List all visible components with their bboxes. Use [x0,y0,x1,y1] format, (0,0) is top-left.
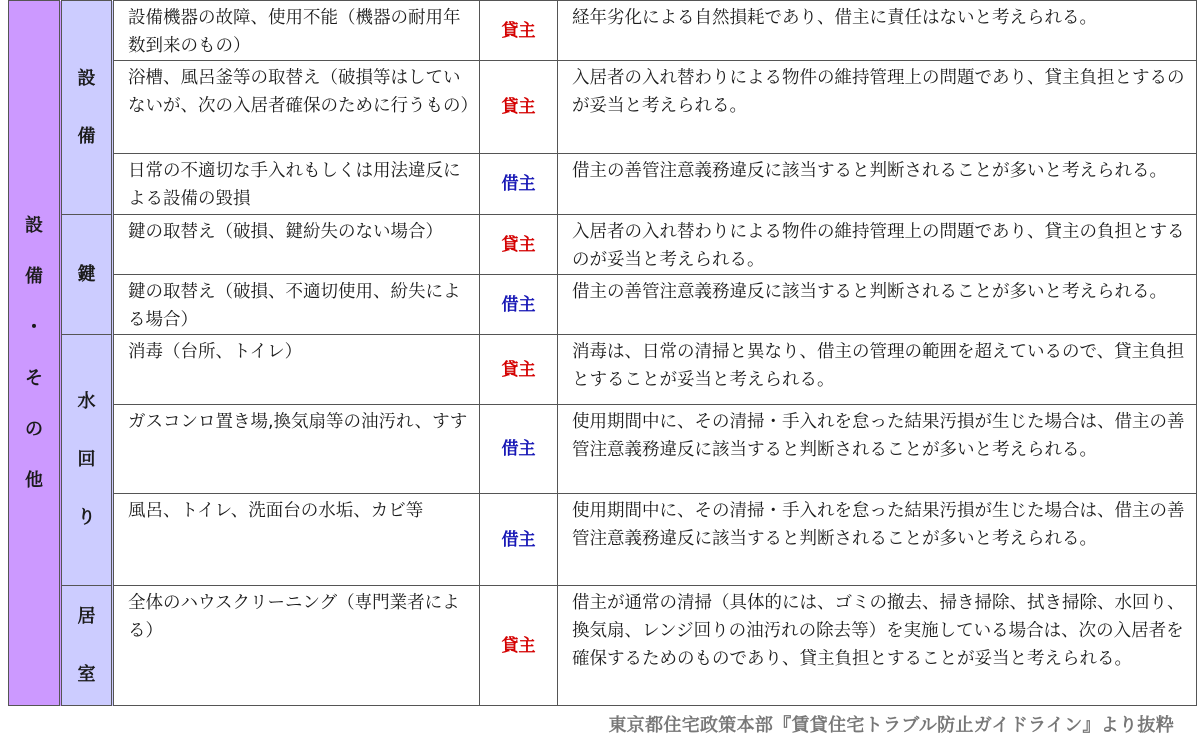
table-row [9,275,1197,335]
reason-cell: 借主が通常の清掃（具体的には、ゴミの撤去、掃き掃除、拭き掃除、水回り、換気扇、レンジ回りの油汚れの除去等）を実施している場合は、次の入居者を確保するためのものであり、貸主負担とすることが妥当と考えられる。 [558,586,1197,706]
reason-cell: 借主の善管注意義務違反に該当すると判断されることが多いと考えられる。 [558,275,1197,335]
reason-cell: 入居者の入れ替わりによる物件の維持管理上の問題であり、貸主の負担とするのが妥当と考えられる。 [558,215,1197,275]
subcategory-cell-room [61,586,113,706]
subcategory-cell-key [61,215,113,335]
bearer-cell: 借主 [480,275,558,335]
guideline-table-container [8,0,1196,703]
bearer-cell: 借主 [480,405,558,494]
item-cell: 消毒（台所、トイレ） [113,335,480,405]
category-label: 設 備 ・ そ の 他 [25,215,43,491]
bearer-cell: 貸主 [480,1,558,61]
item-cell: 全体のハウスクリーニング（専門業者による） [113,586,480,706]
source-note: 東京都住宅政策本部『賃貸住宅トラブル防止ガイドライン』より抜粋 [608,715,1174,736]
cost-burden-table [8,0,1197,706]
item-cell: 風呂、トイレ、洗面台の水垢、カビ等 [113,494,480,586]
table-row [9,1,1197,61]
table-row [9,215,1197,275]
item-cell: 日常の不適切な手入れもしくは用法違反による設備の毀損 [113,154,480,215]
table-row [9,586,1197,706]
bearer-cell: 借主 [480,154,558,215]
item-cell: 鍵の取替え（破損、不適切使用、紛失による場合） [113,275,480,335]
item-cell: ガスコンロ置き場,換気扇等の油汚れ、すす [113,405,480,494]
table-row [9,405,1197,494]
subcategory-label: 水 回 り [77,391,96,528]
subcategory-label: 居 室 [77,605,96,685]
subcategory-label: 鍵 [77,263,96,285]
reason-cell: 借主の善管注意義務違反に該当すると判断されることが多いと考えられる。 [558,154,1197,215]
item-cell: 浴槽、風呂釜等の取替え（破損等はしていないが、次の入居者確保のために行うもの） [113,61,480,154]
reason-cell: 消毒は、日常の清掃と異なり、借主の管理の範囲を超えているので、貸主負担とすることが妥当と考えられる。 [558,335,1197,405]
reason-cell: 経年劣化による自然損耗であり、借主に責任はないと考えられる。 [558,1,1197,61]
table-row [9,494,1197,586]
subcategory-cell-equipment [61,1,113,215]
subcategory-cell-plumbing [61,335,113,586]
category-cell [9,1,61,706]
bearer-cell: 貸主 [480,335,558,405]
reason-cell: 使用期間中に、その清掃・手入れを怠った結果汚損が生じた場合は、借主の善管注意義務違反に該当すると判断されることが多いと考えられる。 [558,494,1197,586]
item-cell: 鍵の取替え（破損、鍵紛失のない場合） [113,215,480,275]
bearer-cell: 貸主 [480,586,558,706]
bearer-cell: 貸主 [480,215,558,275]
reason-cell: 入居者の入れ替わりによる物件の維持管理上の問題であり、貸主負担とするのが妥当と考えられる。 [558,61,1197,154]
reason-cell: 使用期間中に、その清掃・手入れを怠った結果汚損が生じた場合は、借主の善管注意義務違反に該当すると判断されることが多いと考えられる。 [558,405,1197,494]
bearer-cell: 貸主 [480,61,558,154]
table-row [9,335,1197,405]
table-row [9,154,1197,215]
subcategory-label: 設 備 [77,67,96,147]
table-row [9,61,1197,154]
bearer-cell: 借主 [480,494,558,586]
item-cell: 設備機器の故障、使用不能（機器の耐用年数到来のもの） [113,1,480,61]
